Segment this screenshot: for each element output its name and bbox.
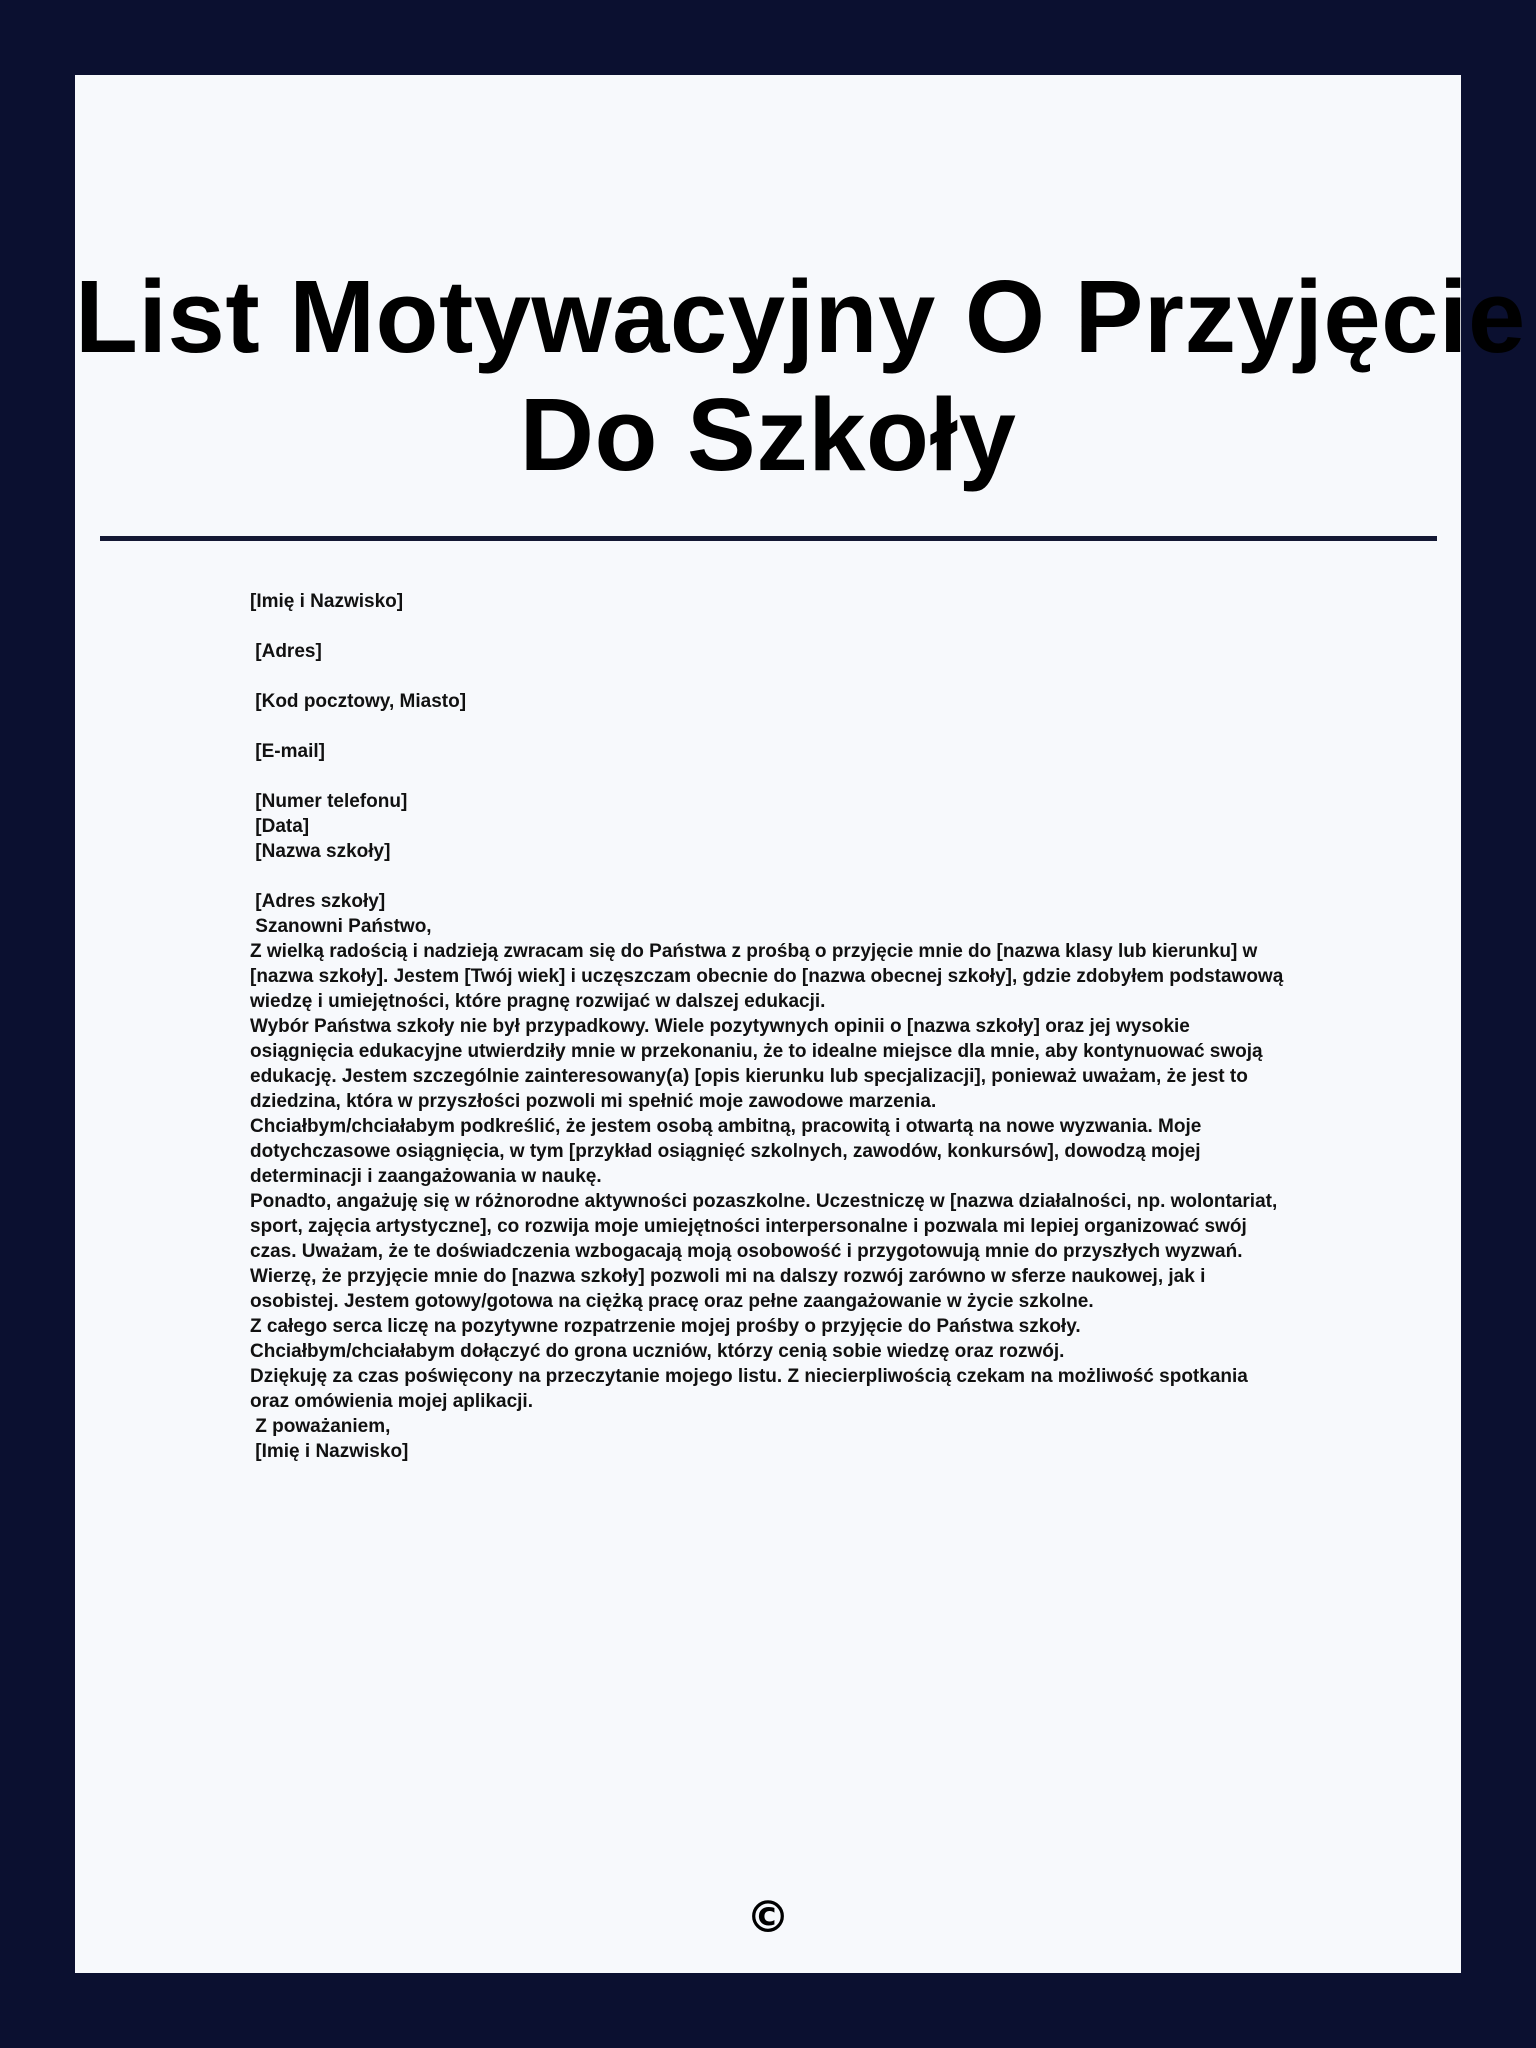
letter-paragraph: Dziękuję za czas poświęcony na przeczytanie mojego listu. Z niecierpliwością czekam na możliwość spotkania oraz omówienia mojej aplikacji. [250,1366,1248,1412]
letter-paragraph: Chciałbym/chciałabym podkreślić, że jestem osobą ambitną, pracowitą i otwartą na nowe wyzwania. Moje dotychczasowe osiągnięcia, w tym [przykład osiągnięć szkolnych, zawodów, konkursów], dowodzą mojej determinacji i zaangażowania w naukę. [250,1116,1202,1187]
recipient-school-address: [Adres szkoły] [250,891,386,912]
signature: [Imię i Nazwisko] [250,1441,409,1462]
sender-address: [Adres] [250,641,322,662]
sender-email: [E-mail] [250,741,325,762]
sender-phone: [Numer telefonu] [250,791,408,812]
blank-line [250,714,1370,739]
letter-paragraph: Wybór Państwa szkoły nie był przypadkowy. Wiele pozytywnych opinii o [nazwa szkoły] oraz jej wysokie osiągnięcia edukacyjne utwierdziły mnie w przekonaniu, że to idealne miejsce dla mnie, aby kontynuować swoją edukację. Jestem szczególnie zainteresowany(a) [opis kierunku lub specjalizacji], ponieważ uważam, że jest to dziedzina, która w przyszłości pozwoli mi spełnić moje zawodowe marzenia. [250,1016,1263,1112]
blank-line [250,764,1370,789]
letter-body [250,589,1370,1464]
recipient-school-name: [Nazwa szkoły] [250,841,391,862]
sender-postal-city: [Kod pocztowy, Miasto] [250,691,467,712]
copyright-icon: © [746,1892,790,1943]
sender-name: [Imię i Nazwisko] [250,591,404,612]
letter-paragraph: Wierzę, że przyjęcie mnie do [nazwa szkoły] pozwoli mi na dalszy rozwój zarówno w sferze naukowej, jak i osobistej. Jestem gotowy/gotowa na ciężką pracę oraz pełne zaangażowanie w życie szkolne. [250,1266,1206,1312]
document-title [75,258,1526,494]
letter-paragraph: Z wielką radością i nadzieją zwracam się do Państwa z prośbą o przyjęcie mnie do [nazwa klasy lub kierunku] w [nazwa szkoły]. Jestem [Twój wiek] i uczęszczam obecnie do [nazwa obecnej szkoły], gdzie zdobyłem podstawową wiedzę i umiejętności, które pragnę rozwijać w dalszej edukacji. [250,941,1284,1012]
title-line-1: List Motywacyjny O Przyjęcie [75,259,1526,374]
blank-line [250,614,1370,639]
closing: Z poważaniem, [250,1416,391,1437]
blank-line [250,664,1370,689]
blank-line [250,864,1370,889]
letter-date: [Data] [250,816,310,837]
document-page [75,75,1526,1973]
title-line-2: Do Szkoły [519,377,1017,492]
letter-paragraph: Ponadto, angażuję się w różnorodne aktywności pozaszkolne. Uczestniczę w [nazwa działalności, np. wolontariat, sport, zajęcia artystyczne], co rozwija moje umiejętności interpersonalne i pozwala mi lepiej organizować swój czas. Uważam, że te doświadczenia wzbogacają moją osobowość i przygotowują mnie do przyszłych wyzwań. [250,1191,1278,1262]
title-divider [100,536,1437,541]
salutation: Szanowni Państwo, [250,916,432,937]
letter-paragraph: Z całego serca liczę na pozytywne rozpatrzenie mojej prośby o przyjęcie do Państwa szkoły. Chciałbym/chciałabym dołączyć do grona uczniów, którzy cenią sobie wiedzę oraz rozwój. [250,1316,1081,1362]
